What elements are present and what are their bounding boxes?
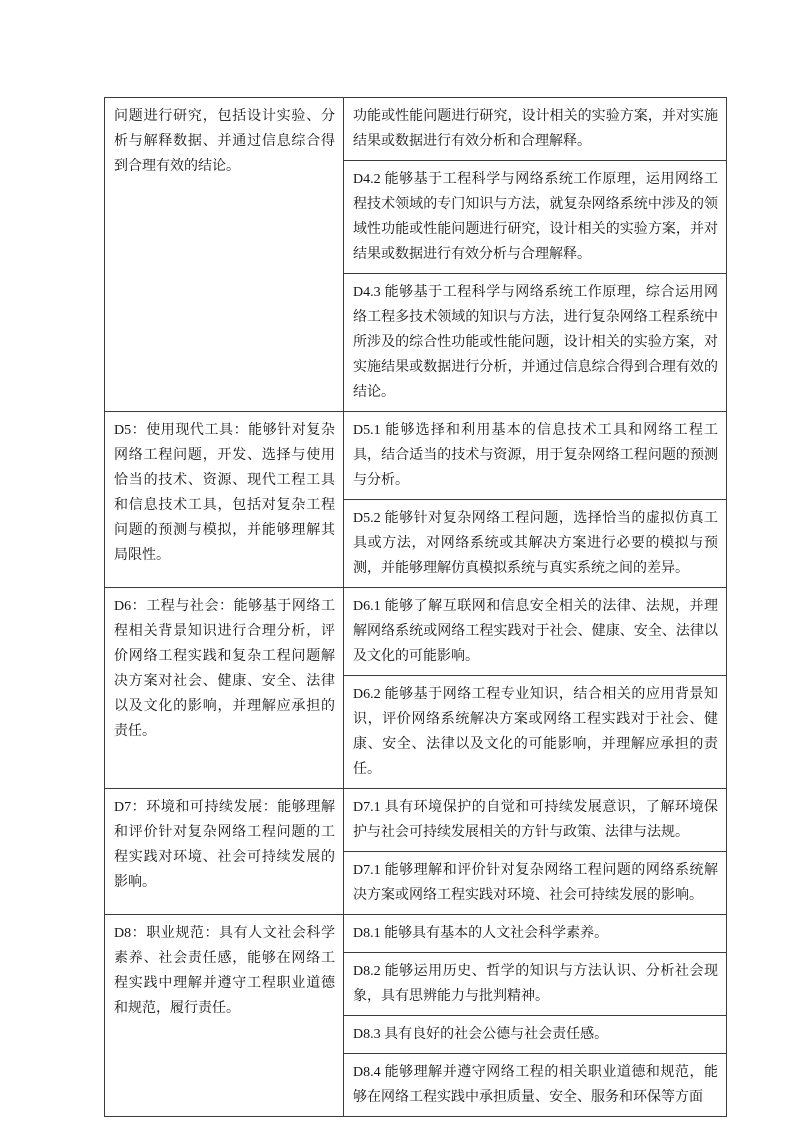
- indicator-cell-d5-2: D5.2 能够针对复杂网络工程问题，选择恰当的虚拟仿真工具或方法，对网络系统或其解决方案进行必要的模拟与预测，并能够理解仿真模拟系统与真实系统之间的差异。: [344, 500, 727, 588]
- indicator-cell-d6-2: D6.2 能够基于网络工程专业知识，结合相关的应用背景知识，评价网络系统解决方案或网络工程实践对于社会、健康、安全、法律以及文化的可能影响，并理解应承担的责任。: [344, 676, 727, 789]
- indicator-cell-d6-1: D6.1 能够了解互联网和信息安全相关的法律、法规，并理解网络系统或网络工程实践对于社会、健康、安全、法律以及文化的可能影响。: [344, 588, 727, 676]
- requirement-cell-d4-continued: 问题进行研究，包括设计实验、分析与解释数据、并通过信息综合得到合理有效的结论。: [105, 98, 344, 412]
- indicator-cell-d4-3: D4.3 能够基于工程科学与网络系统工作原理，综合运用网络工程多技术领域的知识与方法，进行复杂网络工程系统中所涉及的综合性功能或性能问题，设计相关的实验方案，对实施结果或数据进行分析，并通过信息综合得到合理有效的结论。: [344, 274, 727, 412]
- requirement-cell-d8: D8：职业规范：具有人文社会科学素养、社会责任感，能够在网络工程实践中理解并遵守工程职业道德和规范，履行责任。: [105, 915, 344, 1117]
- graduation-requirements-table: [104, 97, 727, 1117]
- indicator-cell-d5-1: D5.1 能够选择和利用基本的信息技术工具和网络工程工具，结合适当的技术与资源，用于复杂网络工程问题的预测与分析。: [344, 412, 727, 500]
- indicator-cell-d8-3: D8.3 具有良好的社会公德与社会责任感。: [344, 1016, 727, 1054]
- table-row: [105, 789, 727, 852]
- indicator-cell-d8-1: D8.1 能够具有基本的人文社会科学素养。: [344, 915, 727, 953]
- indicator-cell-d4-2: D4.2 能够基于工程科学与网络系统工作原理，运用网络工程技术领域的专门知识与方法，就复杂网络系统中涉及的领域性功能或性能问题进行研究，设计相关的实验方案，并对结果或数据进行有效分析与合理解释。: [344, 161, 727, 274]
- table-row: [105, 915, 727, 953]
- table-row: [105, 412, 727, 500]
- requirement-cell-d7: D7：环境和可持续发展：能够理解和评价针对复杂网络工程问题的工程实践对环境、社会可持续发展的影响。: [105, 789, 344, 915]
- requirement-cell-d6: D6：工程与社会：能够基于网络工程相关背景知识进行合理分析，评价网络工程实践和复杂工程问题解决方案对社会、健康、安全、法律以及文化的影响，并理解应承担的责任。: [105, 588, 344, 789]
- indicator-cell-d8-4: D8.4 能够理解并遵守网络工程的相关职业道德和规范，能够在网络工程实践中承担质量、安全、服务和环保等方面: [344, 1054, 727, 1117]
- indicator-cell-d7-1a: D7.1 具有环境保护的自觉和可持续发展意识，了解环境保护与社会可持续发展相关的方针与政策、法律与法规。: [344, 789, 727, 852]
- indicator-cell-d8-2: D8.2 能够运用历史、哲学的知识与方法认识、分析社会现象，具有思辨能力与批判精神。: [344, 953, 727, 1016]
- table-row: [105, 98, 727, 161]
- indicator-cell-d4-1-continued: 功能或性能问题进行研究，设计相关的实验方案，并对实施结果或数据进行有效分析和合理解释。: [344, 98, 727, 161]
- indicator-cell-d7-1b: D7.1 能够理解和评价针对复杂网络工程问题的网络系统解决方案或网络工程实践对环境、社会可持续发展的影响。: [344, 852, 727, 915]
- table-row: [105, 588, 727, 676]
- requirement-cell-d5: D5：使用现代工具：能够针对复杂网络工程问题，开发、选择与使用恰当的技术、资源、现代工程工具和信息技术工具，包括对复杂工程问题的预测与模拟，并能够理解其局限性。: [105, 412, 344, 588]
